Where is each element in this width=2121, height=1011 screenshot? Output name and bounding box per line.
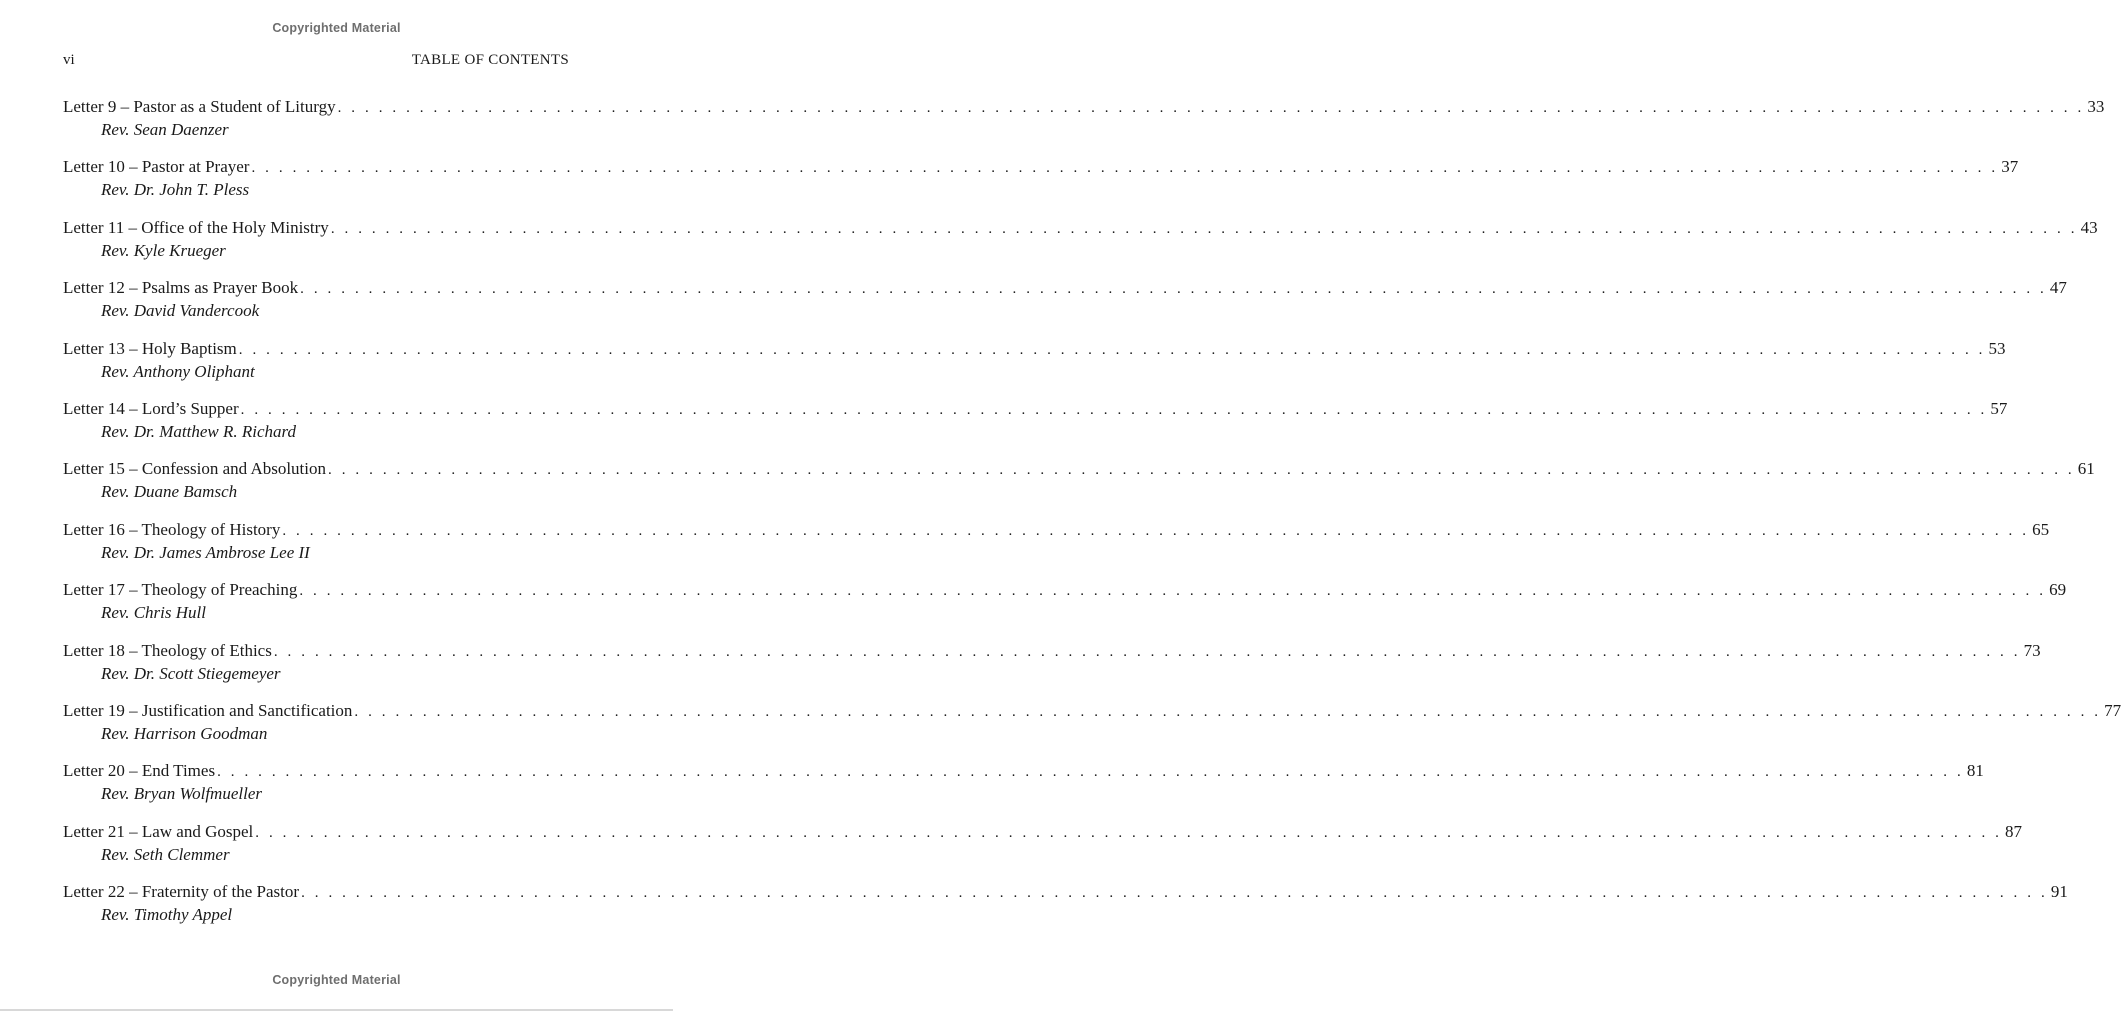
toc-entry-author: Rev. Harrison Goodman <box>101 723 268 743</box>
toc-entry-page: 65 <box>2032 519 2050 539</box>
page-number: vi <box>63 52 75 68</box>
toc-entry-title: Letter 21 – Law and Gospel <box>63 821 254 841</box>
toc-line <box>63 398 2008 421</box>
dot-leader: . . . . . . . . . . . . . . . . . . . . . . . . . . . . . . . . . . . . . . . . . . . . . . . . . . . . . . . . . . . . . . . . . . . . . . . . . . . . . . . . . . . . . . . . . . . . . . . . . . . . . . . . . . . . . . . . . . . . . . . . . . . . . . . . <box>217 764 1964 781</box>
toc-entry-author: Rev. Bryan Wolfmueller <box>101 784 262 804</box>
toc-entry-author: Rev. Duane Bamsch <box>101 482 238 502</box>
toc-entry-title: Letter 16 – Theology of History <box>63 519 281 539</box>
dot-leader: . . . . . . . . . . . . . . . . . . . . . . . . . . . . . . . . . . . . . . . . . . . . . . . . . . . . . . . . . . . . . . . . . . . . . . . . . . . . . . . . . . . . . . . . . . . . . . . . . . . . . . . . . . . . . . . . . . . . . . . . . . . . . . . . <box>238 341 1986 358</box>
toc-entry-page: 87 <box>2005 821 2022 841</box>
toc-entry-author: Rev. Timothy Appel <box>101 905 233 925</box>
toc-entry[interactable] <box>63 398 2008 458</box>
copyright-watermark-bottom: Copyrighted Material <box>272 973 401 987</box>
toc-entry-title: Letter 20 – End Times <box>63 761 216 781</box>
toc-entry-title: Letter 15 – Confession and Absolution <box>63 459 327 479</box>
toc-entry-title: Letter 10 – Pastor at Prayer <box>63 157 250 177</box>
toc-entry-title: Letter 9 – Pastor as a Student of Liturgy <box>63 97 336 116</box>
toc-entry[interactable] <box>63 277 2067 337</box>
toc-line <box>63 96 2105 119</box>
toc-entry-title: Letter 12 – Psalms as Prayer Book <box>63 278 299 298</box>
toc-entry-page: 81 <box>1966 761 1984 781</box>
toc-entry-author: Rev. Anthony Oliphant <box>101 361 255 381</box>
toc-line <box>63 640 2041 663</box>
toc-line <box>63 217 2098 240</box>
dot-leader: . . . . . . . . . . . . . . . . . . . . . . . . . . . . . . . . . . . . . . . . . . . . . . . . . . . . . . . . . . . . . . . . . . . . . . . . . . . . . . . . . . . . . . . . . . . . . . . . . . . . . . . . . . . . . . . . . . . . . . . . . . . . . . . . <box>330 220 2078 237</box>
toc-line <box>63 760 1984 783</box>
toc-entry-page: 91 <box>2050 882 2068 902</box>
section-title: TABLE OF CONTENTS <box>411 52 569 68</box>
toc-entry-author: Rev. Sean Daenzer <box>101 120 229 139</box>
toc-entry-author: Rev. Chris Hull <box>101 603 206 623</box>
toc-entry-page: 37 <box>2001 157 2019 177</box>
toc-entry-author: Rev. Dr. Matthew R. Richard <box>101 421 296 441</box>
toc-line <box>63 519 2050 542</box>
dot-leader: . . . . . . . . . . . . . . . . . . . . . . . . . . . . . . . . . . . . . . . . . . . . . . . . . . . . . . . . . . . . . . . . . . . . . . . . . . . . . . . . . . . . . . . . . . . . . . . . . . . . . . . . . . . . . . . . . . . . . . . . . . . . . . . . <box>301 885 2048 902</box>
toc-entry-page: 53 <box>1988 338 2006 358</box>
toc-entry-author: Rev. Dr. James Ambrose Lee II <box>101 542 310 562</box>
toc-entry-author: Rev. Dr. John T. Pless <box>101 180 250 200</box>
running-head <box>63 52 569 72</box>
copyright-watermark-top: Copyrighted Material <box>272 21 401 35</box>
toc-entry-author: Rev. Dr. Scott Stiegemeyer <box>101 663 281 683</box>
dot-leader: . . . . . . . . . . . . . . . . . . . . . . . . . . . . . . . . . . . . . . . . . . . . . . . . . . . . . . . . . . . . . . . . . . . . . . . . . . . . . . . . . . . . . . . . . . . . . . . . . . . . . . . . . . . . . . . . . . . . . . . . . . . . . . . . <box>282 522 2030 539</box>
toc-entry-title: Letter 22 – Fraternity of the Pastor <box>63 882 300 902</box>
dot-leader: . . . . . . . . . . . . . . . . . . . . . . . . . . . . . . . . . . . . . . . . . . . . . . . . . . . . . . . . . . . . . . . . . . . . . . . . . . . . . . . . . . . . . . . . . . . . . . . . . . . . . . . . . . . . . . . . . . . . . . . . . . . . . . . . <box>240 401 1988 418</box>
toc-line <box>63 579 2067 602</box>
toc-line <box>63 881 2068 904</box>
table-of-contents <box>63 96 2121 941</box>
toc-entry[interactable] <box>63 217 2098 277</box>
toc-entry[interactable] <box>63 96 2105 156</box>
toc-entry-author: Rev. David Vandercook <box>101 301 260 321</box>
toc-entry-title: Letter 17 – Theology of Preaching <box>63 580 298 600</box>
toc-entry-title: Letter 13 – Holy Baptism <box>63 338 237 358</box>
toc-entry-page: 61 <box>2077 459 2095 479</box>
toc-entry-page: 57 <box>1990 398 2008 418</box>
toc-entry-title: Letter 14 – Lord’s Supper <box>63 398 239 418</box>
toc-entry-title: Letter 18 – Theology of Ethics <box>63 640 272 660</box>
toc-line <box>63 338 2006 361</box>
dot-leader: . . . . . . . . . . . . . . . . . . . . . . . . . . . . . . . . . . . . . . . . . . . . . . . . . . . . . . . . . . . . . . . . . . . . . . . . . . . . . . . . . . . . . . . . . . . . . . . . . . . . . . . . . . . . . . . . . . . . . . . . . . . . . . . . <box>300 281 2047 298</box>
toc-entry-title: Letter 19 – Justification and Sanctification <box>63 700 353 720</box>
dot-leader: . . . . . . . . . . . . . . . . . . . . . . . . . . . . . . . . . . . . . . . . . . . . . . . . . . . . . . . . . . . . . . . . . . . . . . . . . . . . . . . . . . . . . . . . . . . . . . . . . . . . . . . . . . . . . . . . . . . . . . . . . . . . . . . . <box>273 643 2021 660</box>
toc-entry-title: Letter 11 – Office of the Holy Ministry <box>63 217 329 237</box>
toc-entry[interactable] <box>63 156 2019 216</box>
toc-entry-page: 47 <box>2049 278 2067 298</box>
dot-leader: . . . . . . . . . . . . . . . . . . . . . . . . . . . . . . . . . . . . . . . . . . . . . . . . . . . . . . . . . . . . . . . . . . . . . . . . . . . . . . . . . . . . . . . . . . . . . . . . . . . . . . . . . . . . . . . . . . . . . . . . . . . . . . . . <box>251 160 1999 177</box>
toc-entry[interactable] <box>63 760 1984 820</box>
toc-entry[interactable] <box>63 700 2121 760</box>
toc-entry-page: 77 <box>2104 700 2121 720</box>
toc-entry-author: Rev. Kyle Krueger <box>101 240 226 260</box>
dot-leader: . . . . . . . . . . . . . . . . . . . . . . . . . . . . . . . . . . . . . . . . . . . . . . . . . . . . . . . . . . . . . . . . . . . . . . . . . . . . . . . . . . . . . . . . . . . . . . . . . . . . . . . . . . . . . . . . . . . . . . . . . . . . . . . . <box>354 703 2102 720</box>
toc-line <box>63 156 2019 179</box>
toc-entry-author: Rev. Seth Clemmer <box>101 844 230 864</box>
toc-line <box>63 277 2067 300</box>
dot-leader: . . . . . . . . . . . . . . . . . . . . . . . . . . . . . . . . . . . . . . . . . . . . . . . . . . . . . . . . . . . . . . . . . . . . . . . . . . . . . . . . . . . . . . . . . . . . . . . . . . . . . . . . . . . . . . . . . . . . . . . . . . . . . . . . <box>337 100 2085 116</box>
toc-entry[interactable] <box>63 881 2068 941</box>
toc-entry[interactable] <box>63 821 2022 881</box>
dot-leader: . . . . . . . . . . . . . . . . . . . . . . . . . . . . . . . . . . . . . . . . . . . . . . . . . . . . . . . . . . . . . . . . . . . . . . . . . . . . . . . . . . . . . . . . . . . . . . . . . . . . . . . . . . . . . . . . . . . . . . . . . . . . . . . . <box>328 462 2075 479</box>
toc-line <box>63 700 2121 723</box>
toc-entry-page: 43 <box>2080 217 2098 237</box>
toc-entry[interactable] <box>63 579 2067 639</box>
toc-entry-page: 33 <box>2087 97 2105 116</box>
dot-leader: . . . . . . . . . . . . . . . . . . . . . . . . . . . . . . . . . . . . . . . . . . . . . . . . . . . . . . . . . . . . . . . . . . . . . . . . . . . . . . . . . . . . . . . . . . . . . . . . . . . . . . . . . . . . . . . . . . . . . . . . . . . . . . . . <box>299 583 2047 600</box>
toc-entry-page: 73 <box>2023 640 2041 660</box>
toc-entry[interactable] <box>63 519 2050 579</box>
toc-entry[interactable] <box>63 458 2095 518</box>
toc-entry[interactable] <box>63 338 2006 398</box>
toc-line <box>63 458 2095 481</box>
toc-entry[interactable] <box>63 640 2041 700</box>
toc-entry-page: 69 <box>2049 580 2067 600</box>
dot-leader: . . . . . . . . . . . . . . . . . . . . . . . . . . . . . . . . . . . . . . . . . . . . . . . . . . . . . . . . . . . . . . . . . . . . . . . . . . . . . . . . . . . . . . . . . . . . . . . . . . . . . . . . . . . . . . . . . . . . . . . . . . . . . . . . <box>255 824 2002 841</box>
toc-line <box>63 821 2022 844</box>
